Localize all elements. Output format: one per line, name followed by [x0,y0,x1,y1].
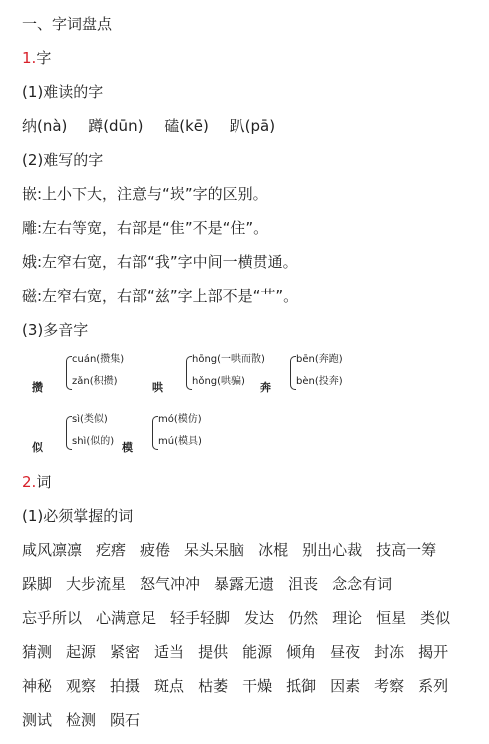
must-master-title: (1)必须掌握的词 [22,507,134,525]
vocab-word: 轻手轻脚 [170,609,231,627]
write-note: 娥:左窄右宽，右部“我”字中间一横贯通。 [22,253,298,271]
poly-reading: hōng(一哄而散) [192,354,265,365]
vocab-word: 斑点 [154,677,185,695]
vocab-word: 忘乎所以 [22,609,83,627]
vocab-word: 起源 [66,643,97,661]
poly-char: 似 [32,441,43,454]
vocab-word: 提供 [198,643,229,661]
reading-item: 磕(kē) [164,117,209,135]
part2-heading [22,472,51,492]
vocab-word: 理论 [332,609,363,627]
word-row [22,642,462,662]
vocab-word: 念念有词 [332,575,393,593]
vocab-word: 技高一筹 [376,541,437,559]
part1-heading [22,48,51,68]
vocab-word: 怒气冲冲 [140,575,201,593]
write-note: 磁:左窄右宽，右部“兹”字上部不是“艹”。 [22,287,299,305]
vocab-word: 心满意足 [96,609,157,627]
poly-reading: mú(模具) [158,436,202,447]
vocab-word: 类似 [420,609,451,627]
vocab-word: 因素 [330,677,361,695]
part2-number: 2. [22,473,37,491]
vocab-word: 疙瘩 [96,541,127,559]
vocab-word: 封冻 [374,643,405,661]
poly-char: 攒 [32,381,43,394]
vocab-word: 拍摄 [110,677,141,695]
word-row [22,574,406,594]
poly-reading: bèn(投奔) [296,376,343,387]
vocab-word: 仍然 [288,609,319,627]
vocab-word: 系列 [418,677,449,695]
vocab-word: 暴露无遗 [214,575,275,593]
poly-reading: sì(类似) [72,414,108,425]
word-row [22,540,450,560]
vocab-word: 干燥 [242,677,273,695]
vocab-word: 观察 [66,677,97,695]
reading-item: 蹲(dūn) [88,117,144,135]
difficult-read-title: (1)难读的字 [22,83,104,101]
vocab-word: 揭开 [418,643,449,661]
poly-reading: cuán(攒集) [72,354,125,365]
poly-reading: mó(模仿) [158,414,202,425]
poly-char: 奔 [260,381,271,394]
vocab-word: 沮丧 [288,575,319,593]
vocab-word: 冰棍 [258,541,289,559]
vocab-word: 抵御 [286,677,317,695]
part1-label: 字 [36,49,52,67]
vocab-word: 呆头呆脑 [184,541,245,559]
poly-reading: shì(似的) [72,436,115,447]
vocab-word: 考察 [374,677,405,695]
write-note: 嵌:上小下大，注意与“崁”字的区别。 [22,185,268,203]
poly-group [152,354,272,394]
vocab-word: 恒星 [376,609,407,627]
poly-reading: zǎn(积攒) [72,376,118,387]
reading-item: 纳(nà) [22,117,68,135]
vocab-word: 紧密 [110,643,141,661]
difficult-read-items [22,116,291,136]
vocab-word: 跺脚 [22,575,53,593]
poly-char: 哄 [152,381,163,394]
vocab-word: 神秘 [22,677,53,695]
difficult-write-title: (2)难写的字 [22,151,104,169]
poly-group [260,354,360,394]
vocab-word: 陨石 [110,711,141,729]
poly-group [32,414,132,454]
word-row [22,710,154,730]
part2-label: 词 [36,473,52,491]
vocab-word: 能源 [242,643,273,661]
vocab-word: 大步流星 [66,575,127,593]
vocab-word: 测试 [22,711,53,729]
poly-group [32,354,152,394]
word-row [22,676,462,696]
vocab-word: 适当 [154,643,185,661]
poly-char: 模 [122,441,133,454]
part1-number: 1. [22,49,37,67]
write-note: 雕:左右等宽，右部是“隹”不是“住”。 [22,219,269,237]
reading-item: 趴(pā) [229,117,276,135]
vocab-word: 别出心裁 [302,541,363,559]
poly-group [122,414,222,454]
section-title: 一、字词盘点 [22,15,113,33]
vocab-word: 猜测 [22,643,53,661]
vocab-word: 疲倦 [140,541,171,559]
word-row [22,608,464,628]
poly-reading: bēn(奔跑) [296,354,343,365]
poly-reading: hǒng(哄骗) [192,376,245,387]
vocab-word: 发达 [244,609,275,627]
vocab-word: 昼夜 [330,643,361,661]
vocab-word: 咸风凛凛 [22,541,83,559]
polyphonic-title: (3)多音字 [22,321,89,339]
vocab-word: 倾角 [286,643,317,661]
vocab-word: 枯萎 [198,677,229,695]
vocab-word: 检测 [66,711,97,729]
